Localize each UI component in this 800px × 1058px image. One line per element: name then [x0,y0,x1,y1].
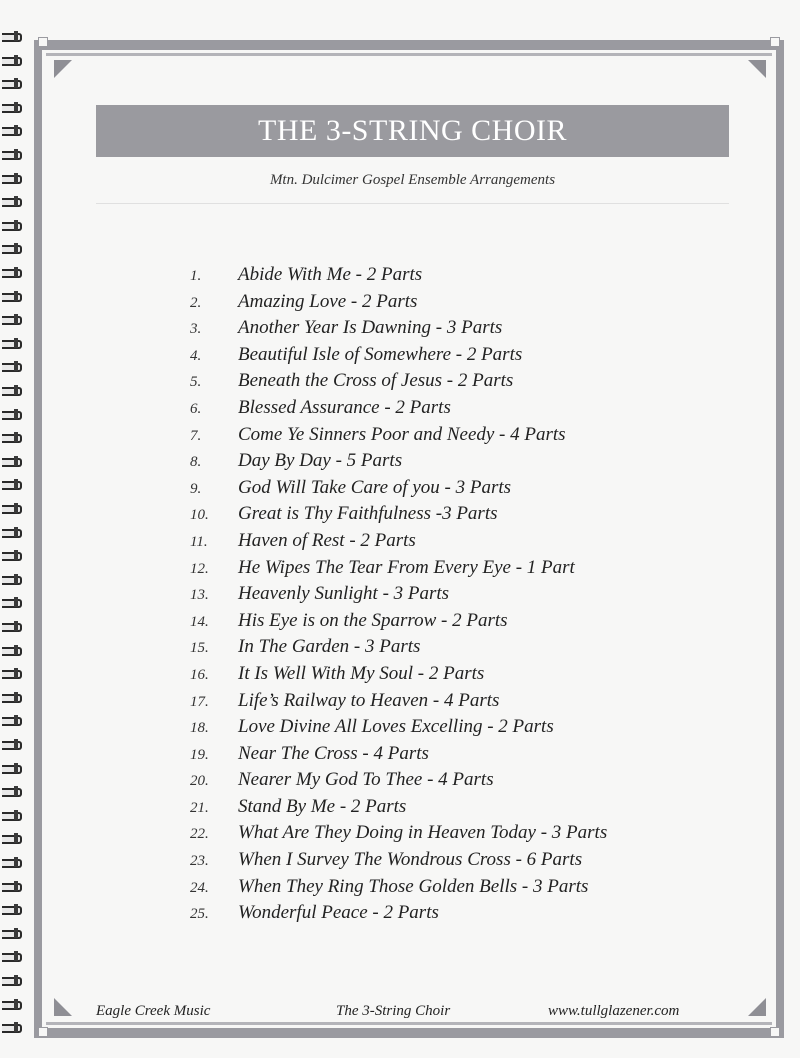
song-title: When I Survey The Wondrous Cross - 6 Parts [238,849,583,871]
song-list-item [190,663,750,690]
song-title: When They Ring Those Golden Bells - 3 Parts [238,875,589,897]
page-title: THE 3-STRING CHOIR [258,114,567,147]
song-number: 17. [190,693,209,710]
song-title: Near The Cross - 4 Parts [238,742,429,764]
frame-inner-line-bottom [46,1022,772,1025]
song-list-item [190,583,750,610]
spiral-coil [0,172,24,184]
song-list-item [190,503,750,530]
frame-border-left [34,40,42,1038]
song-number: 7. [190,427,202,444]
song-title: Stand By Me - 2 Parts [238,795,407,817]
song-number: 5. [190,374,202,391]
song-list-item [190,424,750,451]
song-number: 2. [190,294,202,311]
song-list-item [190,690,750,717]
frame-border-right [776,40,784,1038]
song-number: 22. [190,826,209,843]
title-banner [96,105,729,157]
song-list-item [190,716,750,743]
spiral-coil [0,431,24,443]
spiral-coil [0,903,24,915]
song-number: 21. [190,799,209,816]
spiral-coil [0,667,24,679]
spiral-coil [0,691,24,703]
spiral-coil [0,195,24,207]
spiral-coil [0,927,24,939]
song-number: 8. [190,454,202,471]
song-number: 13. [190,587,209,604]
frame-corner-top-right [770,37,780,47]
spiral-coil [0,1021,24,1033]
song-number: 1. [190,268,202,284]
spiral-coil [0,738,24,750]
spiral-coil [0,77,24,89]
song-list-item [190,769,750,796]
song-list-item [190,344,750,371]
spiral-coil [0,832,24,844]
song-title: Life’s Railway to Heaven - 4 Parts [238,689,500,711]
song-title: Beautiful Isle of Somewhere - 2 Parts [238,343,523,365]
song-number: 10. [190,507,209,524]
spiral-coil [0,242,24,254]
spiral-coil [0,101,24,113]
song-list-item [190,743,750,770]
song-list-item [190,291,750,318]
frame-border-top [34,40,784,50]
spiral-coil [0,219,24,231]
song-title: Blessed Assurance - 2 Parts [238,396,451,418]
spiral-coil [0,880,24,892]
song-list-item [190,902,750,929]
spiral-coil [0,148,24,160]
song-title: Nearer My God To Thee - 4 Parts [238,769,494,791]
spiral-coil [0,785,24,797]
spiral-coil [0,644,24,656]
song-title: His Eye is on the Sparrow - 2 Parts [238,609,508,631]
frame-corner-top-left [38,37,48,47]
spiral-coil [0,596,24,608]
song-number: 4. [190,347,202,364]
footer-publisher: Eagle Creek Music [96,1003,211,1019]
spiral-coil [0,549,24,561]
frame-corner-bottom-right [770,1027,780,1037]
spiral-coil [0,266,24,278]
song-number: 19. [190,746,209,763]
song-title: It Is Well With My Soul - 2 Parts [238,662,485,684]
song-number: 20. [190,773,209,790]
song-list-item [190,610,750,637]
spiral-coil [0,54,24,66]
song-number: 6. [190,400,202,417]
song-number: 3. [190,321,202,338]
song-list-item [190,317,750,344]
song-list-item [190,450,750,477]
spiral-coil [0,714,24,726]
song-title: Abide With Me - 2 Parts [238,264,423,285]
song-list-item [190,636,750,663]
spiral-binding [0,30,26,1050]
song-list-item [190,822,750,849]
spiral-coil [0,762,24,774]
song-list-item [190,370,750,397]
spiral-coil [0,360,24,372]
song-title: Haven of Rest - 2 Parts [238,529,416,551]
spiral-coil [0,30,24,42]
corner-ornament-bottom-left [54,998,72,1016]
spiral-coil [0,337,24,349]
spiral-coil [0,950,24,962]
corner-ornament-bottom-right [748,998,766,1016]
song-number: 14. [190,613,209,630]
song-list-item [190,264,750,291]
spiral-coil [0,998,24,1010]
song-title: God Will Take Care of you - 3 Parts [238,476,512,498]
song-number: 12. [190,560,209,577]
spiral-coil [0,526,24,538]
song-title: In The Garden - 3 Parts [238,636,421,658]
song-title: Amazing Love - 2 Parts [238,290,418,312]
spiral-coil [0,478,24,490]
song-list-item [190,849,750,876]
spiral-coil [0,620,24,632]
song-number: 25. [190,906,209,923]
footer-book-title: The 3-String Choir [336,1003,451,1019]
spiral-coil [0,856,24,868]
spiral-coil [0,290,24,302]
song-number: 9. [190,480,202,497]
spiral-coil [0,502,24,514]
song-title: Great is Thy Faithfulness -3 Parts [238,503,498,525]
frame-border-bottom [34,1028,784,1038]
song-title: Beneath the Cross of Jesus - 2 Parts [238,370,514,392]
song-list-item [190,796,750,823]
song-title: He Wipes The Tear From Every Eye - 1 Part [238,556,575,578]
spiral-coil [0,455,24,467]
spiral-coil [0,384,24,396]
song-list-item [190,477,750,504]
subtitle-divider [96,203,729,204]
song-title: Wonderful Peace - 2 Parts [238,902,439,924]
spiral-coil [0,573,24,585]
song-title: Heavenly Sunlight - 3 Parts [238,583,450,605]
song-list-item [190,530,750,557]
spiral-coil [0,313,24,325]
corner-ornament-top-right [748,60,766,78]
song-number: 11. [190,533,208,550]
song-list-item [190,397,750,424]
frame-corner-bottom-left [38,1027,48,1037]
song-title: Day By Day - 5 Parts [238,450,403,472]
spiral-coil [0,974,24,986]
spiral-coil [0,408,24,420]
song-list-item [190,557,750,584]
song-list-item [190,876,750,903]
song-list [190,264,750,929]
song-number: 18. [190,720,209,737]
page-subtitle: Mtn. Dulcimer Gospel Ensemble Arrangements [269,172,556,188]
footer-website: www.tullglazener.com [548,1003,680,1019]
song-title: Come Ye Sinners Poor and Needy - 4 Parts [238,423,566,445]
song-title: What Are They Doing in Heaven Today - 3 Parts [238,822,608,844]
frame-inner-line-top [46,53,772,56]
corner-ornament-top-left [54,60,72,78]
spiral-coil [0,124,24,136]
spiral-coil [0,809,24,821]
song-number: 24. [190,879,209,896]
song-number: 15. [190,640,209,657]
song-title: Another Year Is Dawning - 3 Parts [238,317,503,339]
song-number: 23. [190,853,209,870]
song-number: 16. [190,666,209,683]
song-title: Love Divine All Loves Excelling - 2 Parts [238,716,554,738]
